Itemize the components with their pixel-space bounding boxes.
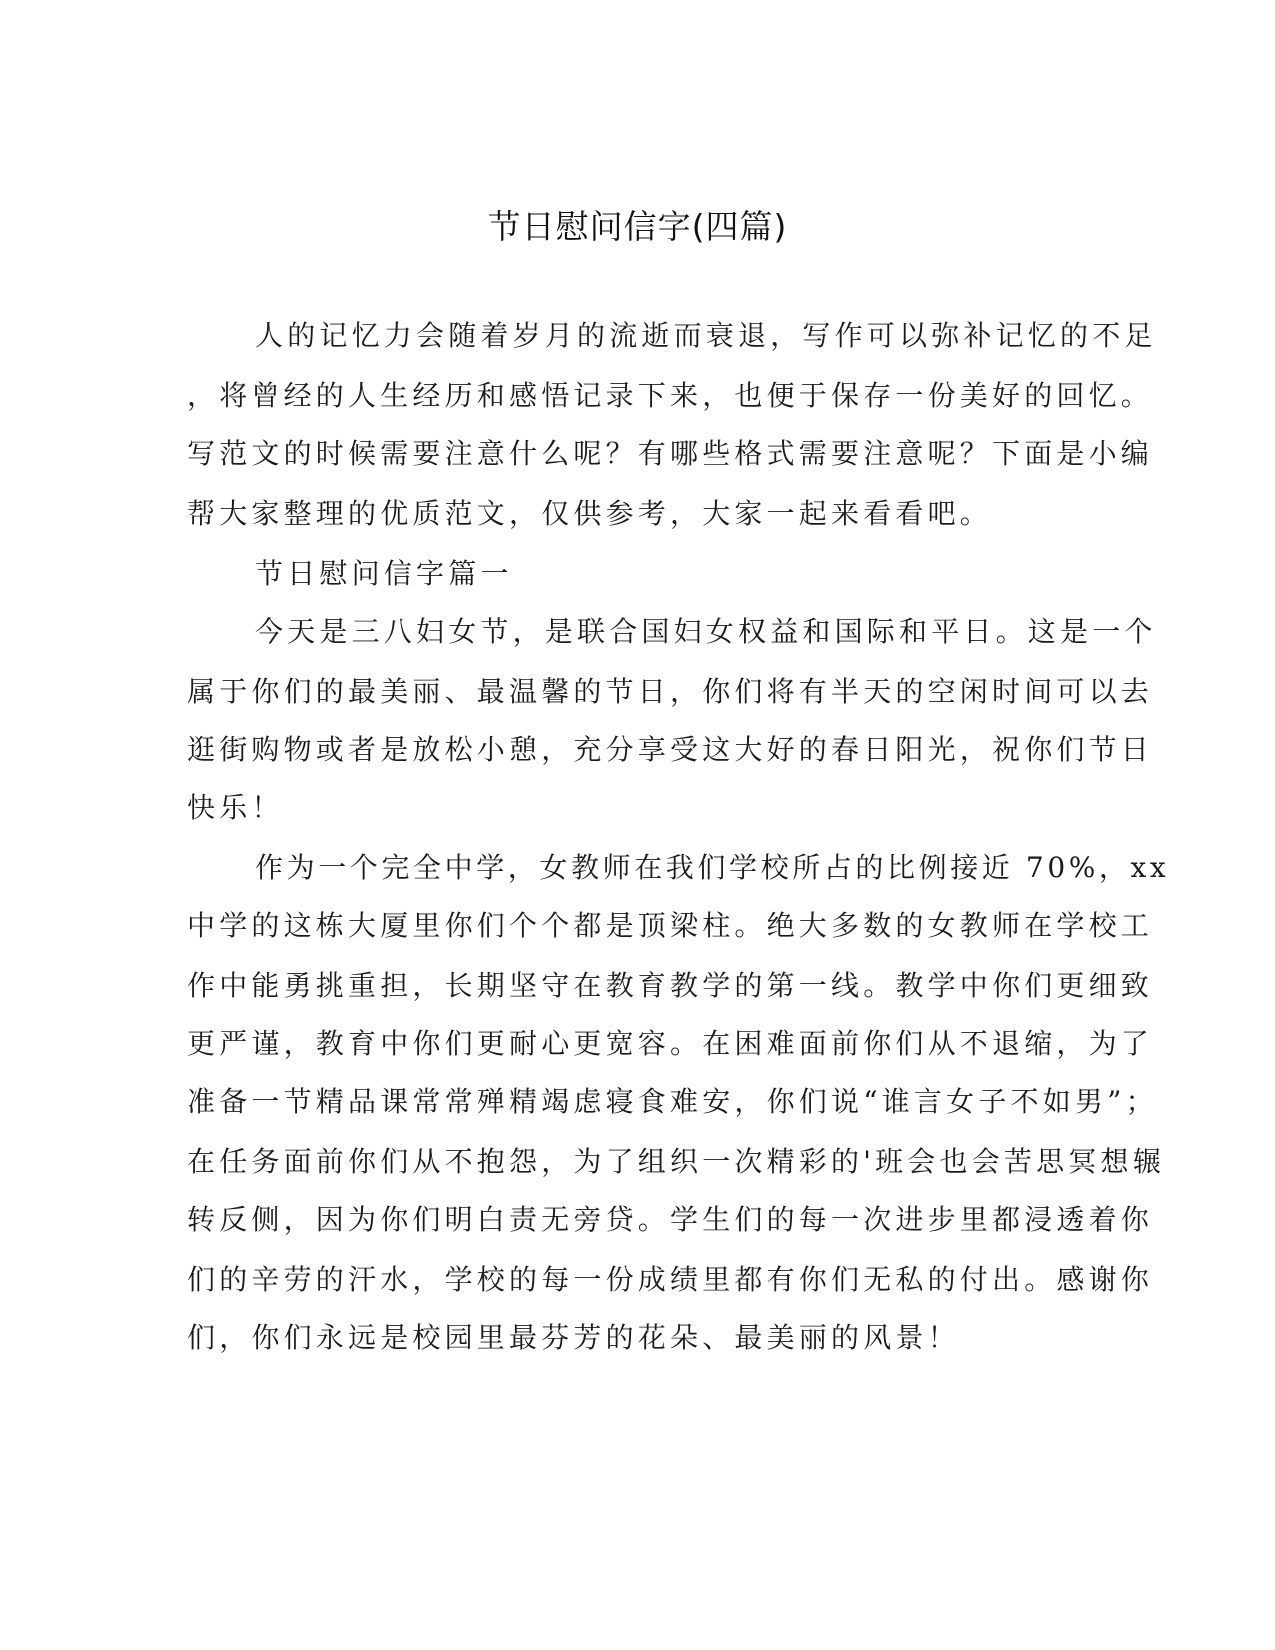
paragraph-1-line-3: 逛街购物或者是放松小憩，充分享受这大好的春日阳光，祝你们节日: [187, 733, 1154, 766]
paragraph-1-line-4: 快乐！: [187, 791, 284, 824]
section-heading: 节日慰问信字篇一: [255, 557, 513, 590]
paragraph-1-line-2: 属于你们的最美丽、最温馨的节日，你们将有半天的空闲时间可以去: [187, 675, 1154, 708]
paragraph-2-line-4: 更严谨，教育中你们更耐心更宽容。在困难面前你们从不退缩，为了: [187, 1027, 1154, 1060]
paragraph-2-line-5: 准备一节精品课常常殚精竭虑寝食难安，你们说“谁言女子不如男”；: [187, 1085, 1158, 1118]
intro-line-1: 人的记忆力会随着岁月的流逝而衰退，写作可以弥补记忆的不足: [255, 319, 1157, 352]
paragraph-2-line-2: 中学的这栋大厦里你们个个都是顶梁柱。绝大多数的女教师在学校工: [187, 909, 1154, 942]
paragraph-1-line-1: 今天是三八妇女节，是联合国妇女权益和国际和平日。这是一个: [255, 615, 1157, 648]
intro-line-2: ，将曾经的人生经历和感悟记录下来，也便于保存一份美好的回忆。: [187, 379, 1154, 412]
paragraph-2-line-6: 在任务面前你们从不抱怨，为了组织一次精彩的'班会也会苦思冥想辗: [187, 1145, 1165, 1178]
intro-line-3: 写范文的时候需要注意什么呢？有哪些格式需要注意呢？下面是小编: [187, 437, 1154, 470]
paragraph-2-line-3: 作中能勇挑重担，长期坚守在教育教学的第一线。教学中你们更细致: [187, 969, 1154, 1002]
document-title: 节日慰问信字(四篇): [487, 207, 788, 246]
paragraph-2-line-7: 转反侧，因为你们明白责无旁贷。学生们的每一次进步里都浸透着你: [187, 1203, 1154, 1236]
intro-line-4: 帮大家整理的优质范文，仅供参考，大家一起来看看吧。: [187, 497, 993, 530]
paragraph-2-line-9: 们，你们永远是校园里最芬芳的花朵、最美丽的风景！: [187, 1321, 960, 1354]
paragraph-2-line-1: 作为一个完全中学，女教师在我们学校所占的比例接近 70%，xx: [255, 851, 1170, 884]
paragraph-2-line-8: 们的辛劳的汗水，学校的每一份成绩里都有你们无私的付出。感谢你: [187, 1263, 1154, 1296]
